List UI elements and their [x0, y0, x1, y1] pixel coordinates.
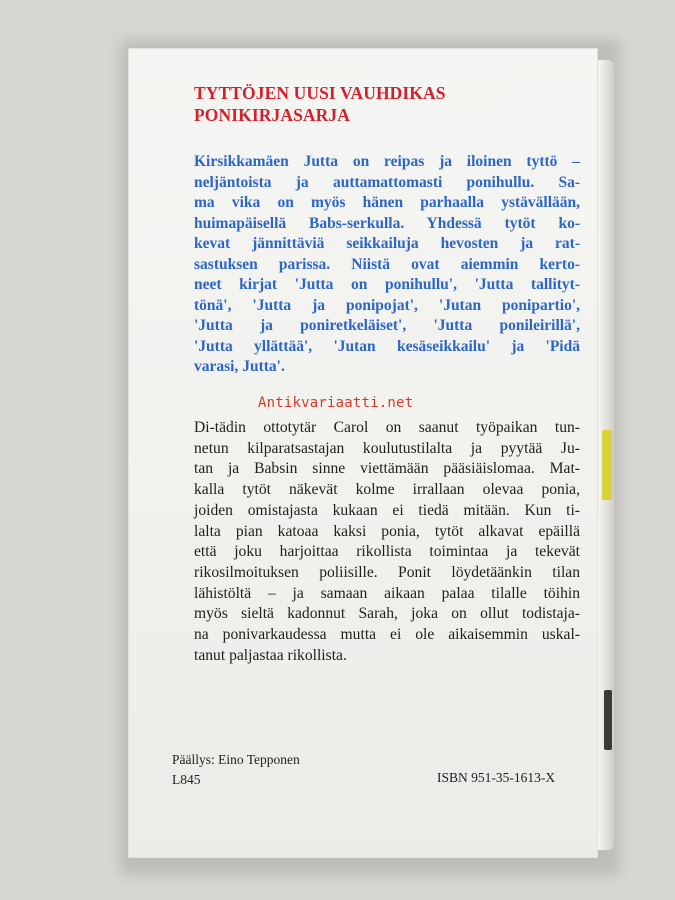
- spine-yellow-mark: [602, 430, 612, 500]
- blurb-line: kevat jännittäviä seikkailuja hevosten ja rat-: [194, 235, 580, 252]
- book-synopsis: [194, 418, 580, 666]
- blurb-line: varasi, Jutta'.: [194, 358, 285, 375]
- isbn-number: ISBN 951-35-1613-X: [437, 770, 556, 785]
- synopsis-line: rikosilmoituksen poliisille. Ponit löydetäänkin tilan: [194, 563, 580, 581]
- blurb-line: ma vika on myös hänen parhaalla ystävällään,: [194, 194, 580, 211]
- blurb-line: huimapäisellä Babs-serkulla. Yhdessä tytöt ko-: [194, 214, 580, 232]
- synopsis-line: että joku harjoittaa rikollista toimintaa ja tekevät: [194, 543, 580, 561]
- synopsis-line: joiden omistajasta kukaan ei tiedä mitään. Kun ti-: [194, 501, 580, 519]
- synopsis-line: na ponivarkaudessa mutta ei ole aikaisemmin uskal-: [194, 626, 580, 644]
- synopsis-line: Di-tädin ottotytär Carol on saanut työpaikan tun-: [194, 419, 580, 436]
- print-code: L845: [172, 772, 201, 787]
- series-title-line: TYTTÖJEN UUSI VAUHDIKAS: [194, 83, 446, 103]
- cover-credit: Päällys: Eino Tepponen: [172, 752, 300, 767]
- series-title-line: PONIKIRJASARJA: [194, 105, 350, 125]
- watermark-text: Antikvariaatti.net: [258, 395, 414, 411]
- synopsis-line: lalta pian katoaa kaksi ponia, tytöt alkavat epäillä: [194, 522, 580, 540]
- blurb-line: 'Jutta yllättää', 'Jutan kesäseikkailu' ja 'Pidä: [194, 337, 580, 355]
- synopsis-line: kalla tytöt näkevät kolme irrallaan olevaa ponia,: [194, 481, 580, 499]
- blurb-line: tönä', 'Jutta ja ponipojat', 'Jutan ponipartio',: [194, 296, 580, 314]
- blurb-line: neet kirjat 'Jutta on ponihullu', 'Jutta tallityt-: [194, 276, 580, 293]
- spine-dark-mark: [604, 690, 612, 750]
- series-title: [194, 82, 494, 126]
- blurb-line: sastuksen parissa. Niistä ovat aiemmin kerto-: [194, 255, 580, 273]
- synopsis-line: myös sieltä kadonnut Sarah, joka on ollut todistaja-: [194, 605, 580, 623]
- blurb-line: 'Jutta ja poniretkeläiset', 'Jutta ponileirillä',: [194, 317, 580, 334]
- synopsis-line: lähistöltä – ja samaan aikaan palaa tilalle töihin: [194, 584, 580, 602]
- synopsis-line: tan ja Babsin sinne viettämään pääsiäislomaa. Mat-: [194, 460, 580, 478]
- synopsis-line: netun kilparatsastajan koulutustilalta ja pyytää Ju-: [194, 439, 580, 457]
- synopsis-line: tanut paljastaa rikollista.: [194, 646, 347, 664]
- blurb-line: Kirsikkamäen Jutta on reipas ja iloinen tyttö –: [194, 153, 580, 170]
- footer-credits: [172, 750, 300, 790]
- series-blurb: [194, 152, 580, 378]
- blurb-line: neljäntoista ja auttamattomasti ponihullu. Sa-: [194, 173, 580, 191]
